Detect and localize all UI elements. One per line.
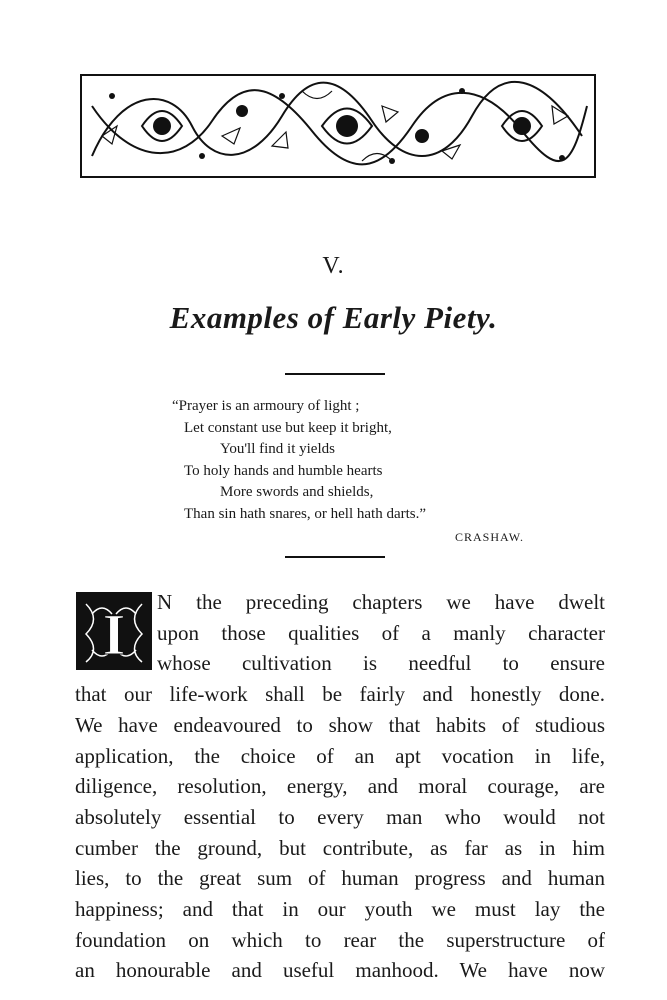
chapter-title: Examples of Early Piety. xyxy=(169,300,498,335)
paragraph-line: foundation on which to rear the superstructure of xyxy=(75,927,605,952)
poem-line: To holy hands and humble hearts xyxy=(184,462,383,479)
epigraph-attribution: CRASHAW. xyxy=(455,530,524,544)
poem-line: Let constant use but keep it bright, xyxy=(184,419,392,436)
paragraph-line: We have endeavoured to show that habits of studious xyxy=(75,712,605,737)
paragraph-line: whose cultivation is needful to ensure xyxy=(157,651,605,676)
divider-rule-bottom xyxy=(285,556,385,558)
body-paragraph xyxy=(75,587,605,986)
paragraph-line: happiness; and that in our youth we must lay the xyxy=(75,897,605,922)
paragraph-line: application, the choice of an apt vocation in life, xyxy=(75,743,605,768)
poem-line: “Prayer is an armoury of light ; xyxy=(172,398,360,414)
poem-line: Than sin hath snares, or hell hath darts.” xyxy=(184,505,427,522)
paragraph-line: lies, to the great sum of human progress and human xyxy=(75,866,605,891)
ornamental-headpiece xyxy=(80,74,596,178)
paragraph-line: that our life-work shall be fairly and honestly done. xyxy=(75,682,605,707)
chapter-number: V. xyxy=(322,253,345,279)
poem-line: More swords and shields, xyxy=(220,484,374,501)
drop-cap-letter: I xyxy=(102,602,126,667)
paragraph-line: cumber the ground, but contribute, as far as in him xyxy=(75,835,605,860)
paragraph-line: absolutely essential to every man who would not xyxy=(75,804,605,829)
divider-rule-top xyxy=(285,373,385,375)
poem-line: You'll find it yields xyxy=(220,441,335,458)
epigraph-poem xyxy=(172,396,542,526)
paragraph-line: N the preceding chapters we have dwelt xyxy=(157,590,605,614)
floral-ornament-icon xyxy=(82,76,594,176)
paragraph-line: upon those qualities of a manly character xyxy=(157,620,605,645)
paragraph-line: an honourable and useful manhood. We have now xyxy=(75,958,605,983)
paragraph-line: diligence, resolution, energy, and moral courage, are xyxy=(75,774,605,799)
